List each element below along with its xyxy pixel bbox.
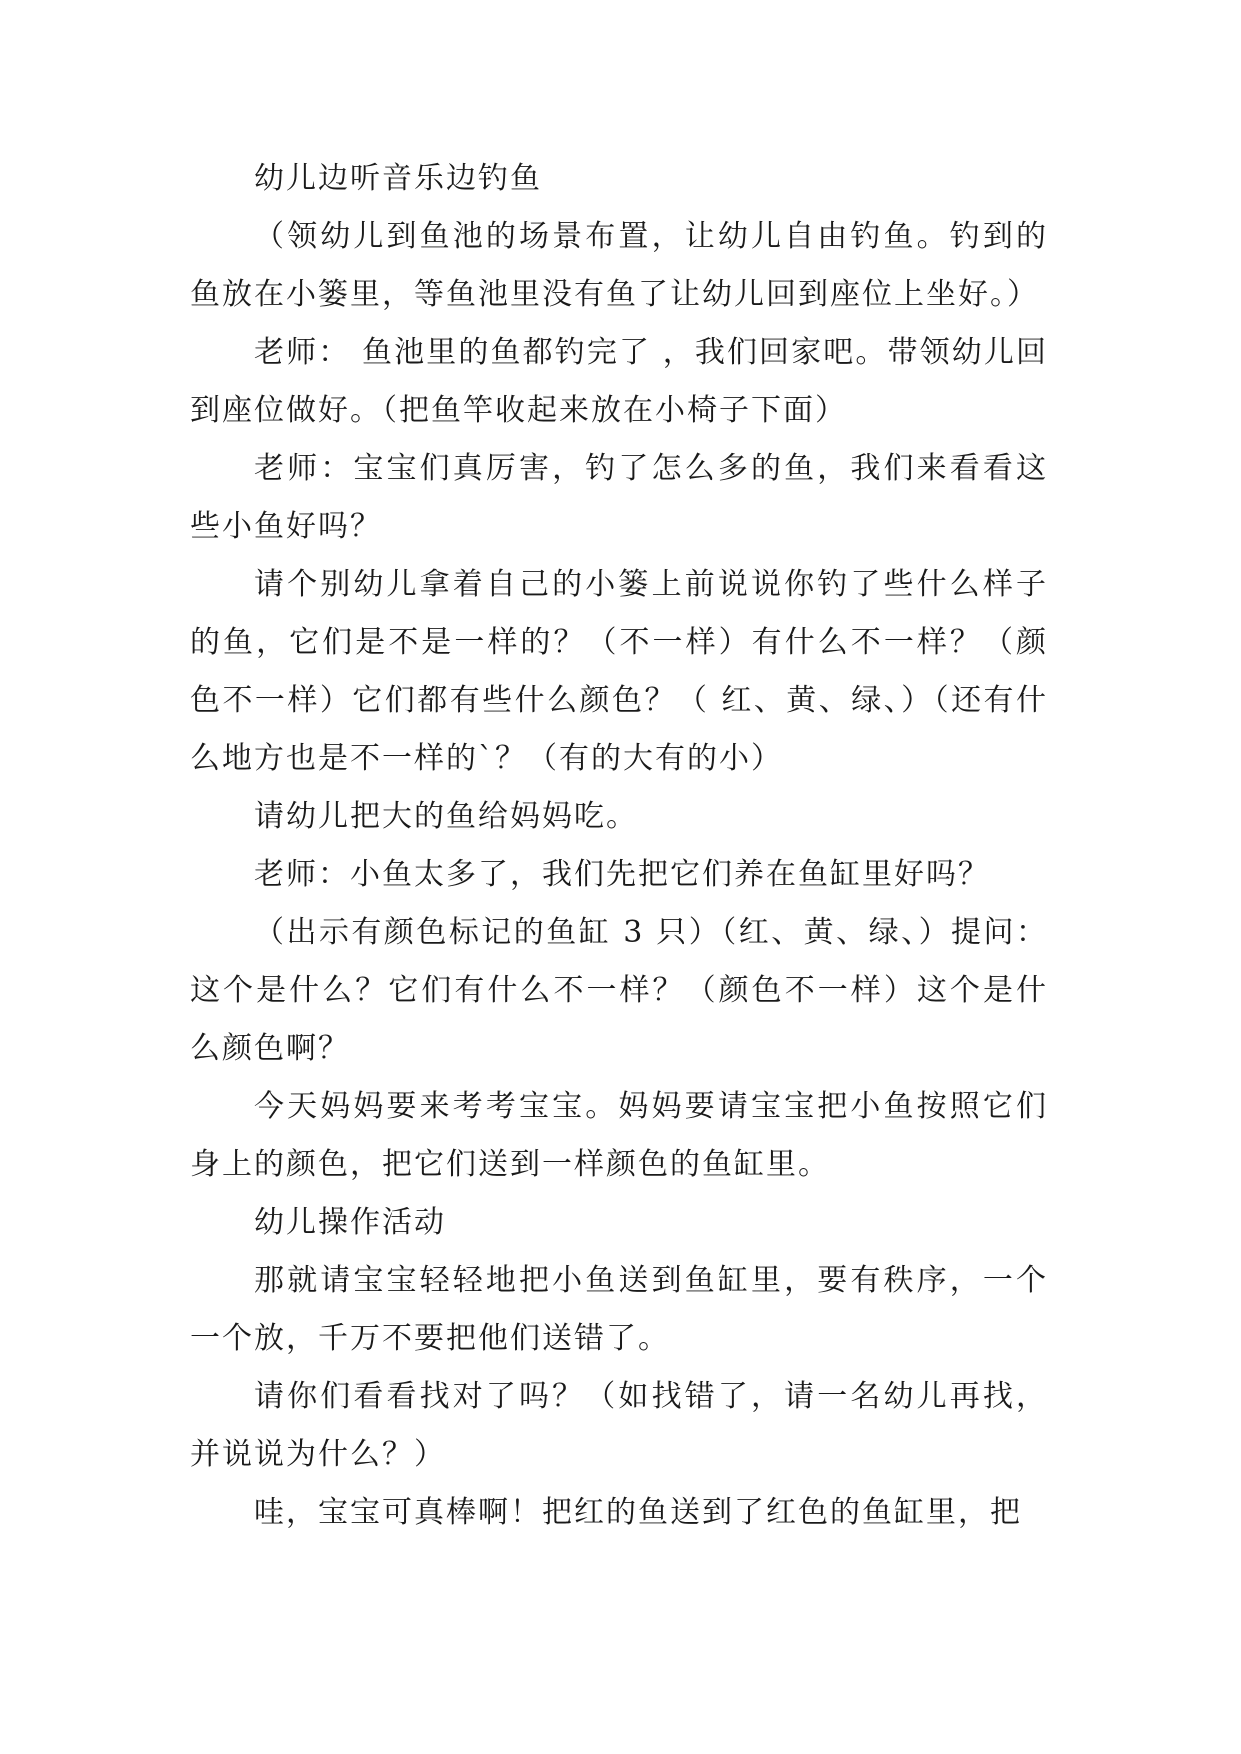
document-page [190,150,1048,1542]
paragraph-12: 请你们看看找对了吗？（如找错了，请一名幼儿再找，并说说为什么？） [190,1379,1048,1472]
paragraph-4: 老师：宝宝们真厉害，钓了怎么多的鱼，我们来看看这些小鱼好吗？ [190,451,1048,544]
paragraph-10: 幼儿操作活动 [254,1205,446,1240]
paragraph-9: 今天妈妈要来考考宝宝。妈妈要请宝宝把小鱼按照它们身上的颜色，把它们送到一样颜色的鱼缸里。 [190,1089,1048,1182]
paragraph-7: 老师：小鱼太多了，我们先把它们养在鱼缸里好吗？ [254,857,990,892]
paragraph-1: 幼儿边听音乐边钓鱼 [254,161,542,196]
paragraph-2: （领幼儿到鱼池的场景布置，让幼儿自由钓鱼。钓到的鱼放在小篓里，等鱼池里没有鱼了让幼儿回到座位上坐好。） [190,219,1048,312]
paragraph-5: 请个别幼儿拿着自己的小篓上前说说你钓了些什么样子的鱼，它们是不是一样的？（不一样）有什么不一样？（颜色不一样）它们都有些什么颜色？（ 红、黄、绿、）（还有什么地方也是不一样的`？（有的大有的小） [190,567,1048,776]
paragraph-6: 请幼儿把大的鱼给妈妈吃。 [254,799,638,834]
paragraph-3: 老师： 鱼池里的鱼都钓完了 ，我们回家吧。带领幼儿回到座位做好。（把鱼竿收起来放在小椅子下面） [190,335,1048,428]
paragraph-8: （出示有颜色标记的鱼缸 3 只）（红、黄、绿、）提问：这个是什么？它们有什么不一样？（颜色不一样）这个是什么颜色啊？ [190,915,1048,1066]
paragraph-13: 哇，宝宝可真棒啊！把红的鱼送到了红色的鱼缸里，把 [254,1495,1022,1530]
paragraph-11: 那就请宝宝轻轻地把小鱼送到鱼缸里，要有秩序，一个一个放，千万不要把他们送错了。 [190,1263,1048,1356]
